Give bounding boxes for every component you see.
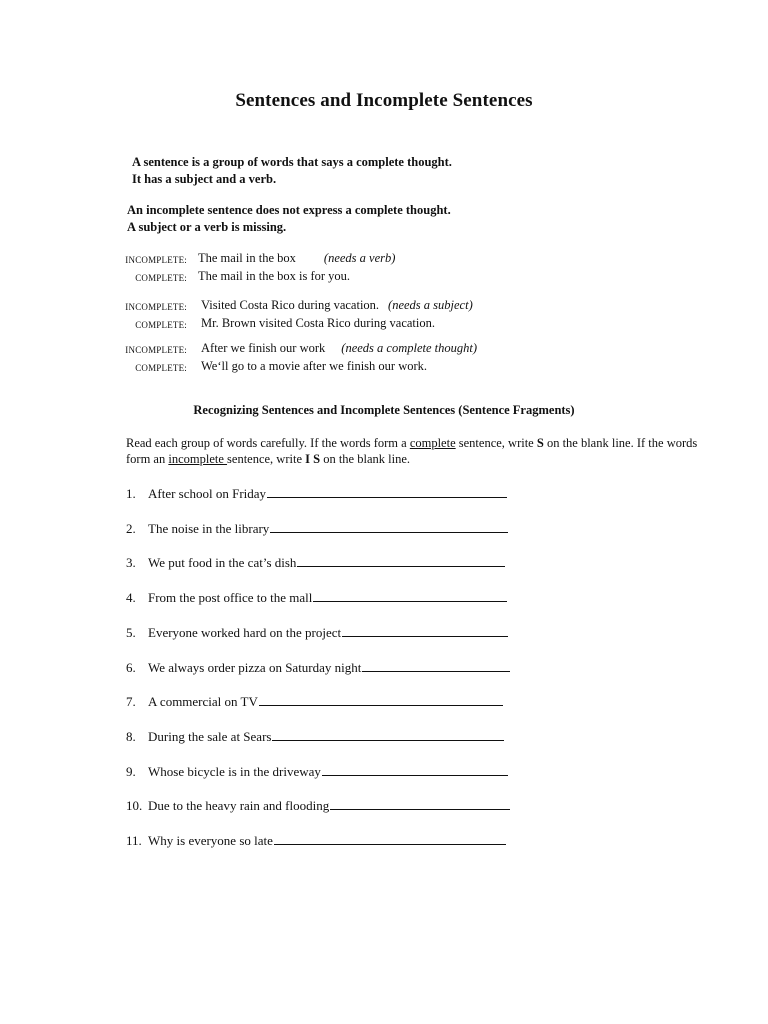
item-text: The noise in the library [148,521,270,536]
item-number: 10. [126,798,143,813]
incomplete-example: After we finish our work [201,341,326,355]
incomplete-example: The mail in the box [198,251,296,265]
instructions [126,435,698,467]
instruction-code: S [536,436,544,450]
instruction-line-1 [126,435,698,451]
complete-label: COMPLETE: [135,363,187,373]
list-item [126,659,510,676]
item-number: 6. [126,660,136,675]
instruction-code: I S [305,452,321,466]
definition-line: An incomplete sentence does not express a complete thought. [127,203,451,217]
list-item [126,693,503,710]
answer-blank[interactable] [313,589,507,602]
complete-label: COMPLETE: [135,320,187,330]
instruction-text: on the blank line. [320,452,410,466]
list-item [126,554,505,571]
list-item [126,728,504,745]
item-number: 5. [126,625,136,640]
answer-blank[interactable] [267,485,507,498]
item-text: From the post office to the mall [148,590,313,605]
list-item [126,589,507,606]
answer-blank[interactable] [330,797,510,810]
answer-blank[interactable] [322,763,508,776]
item-text: We put food in the cat’s dish [148,555,297,570]
item-text: After school on Friday [148,486,267,501]
answer-blank[interactable] [270,520,508,533]
example-3 [100,340,477,376]
incomplete-example: Visited Costa Rico during vacation. [201,298,380,312]
item-text: Why is everyone so late [148,833,273,848]
answer-blank[interactable] [362,659,510,672]
answer-blank[interactable] [342,624,508,637]
section-heading: Recognizing Sentences and Incomplete Sentences (Sentence Fragments) [193,403,575,417]
item-text: Due to the heavy rain and flooding [148,798,330,813]
item-number: 9. [126,764,136,779]
item-number: 2. [126,521,136,536]
example-note: (needs a subject) [388,298,473,312]
instruction-emphasis: incomplete [168,452,228,466]
item-text: Everyone worked hard on the project [148,625,342,640]
definition-line: A subject or a verb is missing. [127,220,287,234]
item-text: Whose bicycle is in the driveway [148,764,321,779]
item-number: 8. [126,729,136,744]
example-note: (needs a verb) [323,251,396,265]
instruction-text: Read each group of words carefully. If the words form a [126,436,410,450]
complete-example: The mail in the box is for you. [198,269,351,283]
list-item [126,520,508,537]
item-text: During the sale at Sears [148,729,272,744]
example-2 [100,297,473,333]
answer-blank[interactable] [272,728,504,741]
example-1 [100,250,395,286]
definition-line: A sentence is a group of words that says a complete thought. [132,155,452,169]
answer-blank[interactable] [297,554,505,567]
instruction-line-2 [126,451,686,467]
page-title: Sentences and Incomplete Sentences [235,90,533,111]
list-item [126,624,508,641]
item-number: 1. [126,486,136,501]
instruction-text: sentence, write [455,436,537,450]
item-text: A commercial on TV [148,694,258,709]
item-number: 11. [126,833,142,848]
list-item [126,485,507,502]
answer-blank[interactable] [259,693,503,706]
complete-label: COMPLETE: [135,273,187,283]
example-note: (needs a complete thought) [341,341,478,355]
incomplete-label: INCOMPLETE: [125,255,187,265]
answer-blank[interactable] [274,832,506,845]
complete-example: Mr. Brown visited Costa Rico during vacation. [201,316,436,330]
list-item [126,763,508,780]
item-number: 3. [126,555,136,570]
instruction-text: form an [126,452,169,466]
item-number: 4. [126,590,136,605]
item-number: 7. [126,694,136,709]
instruction-text: sentence, write [227,452,306,466]
definition-line: It has a subject and a verb. [132,172,277,186]
list-item [126,832,506,849]
instruction-emphasis: complete [409,436,456,450]
sentence-definition [127,154,452,188]
item-text: We always order pizza on Saturday night [148,660,362,675]
incomplete-label: INCOMPLETE: [125,302,187,312]
instruction-text: on the blank line. If the words [543,436,698,450]
incomplete-label: INCOMPLETE: [125,345,187,355]
complete-example: We‘ll go to a movie after we finish our work. [201,359,428,373]
list-item [126,797,510,814]
incomplete-definition [127,202,451,236]
